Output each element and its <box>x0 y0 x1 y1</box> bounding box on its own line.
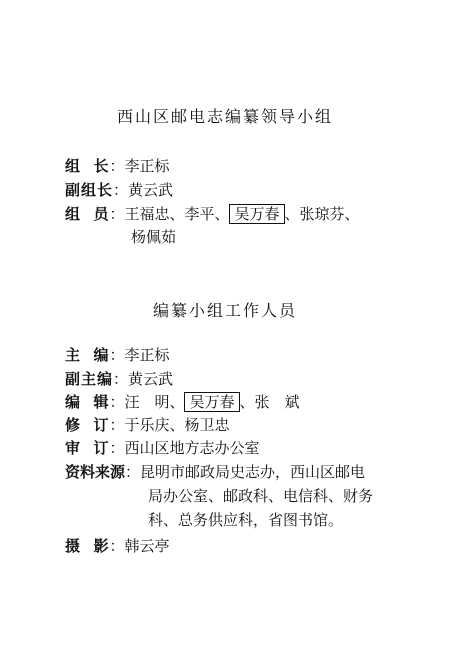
colon: ： <box>109 439 125 457</box>
row-group-members-continued: 杨佩茹 <box>131 228 177 246</box>
row-deputy-group-leader <box>65 179 173 201</box>
value-group-members-pre: 王福忠、李平、 <box>124 205 230 223</box>
value-editors-pre: 汪 明、 <box>124 393 185 411</box>
label-group-leader: 组 长 <box>65 157 110 175</box>
value-sources-line1: 昆明市邮政局史志办，西山区邮电 <box>140 463 366 481</box>
label-photography: 摄 影 <box>65 537 110 555</box>
value-review: 西山区地方志办公室 <box>124 439 260 457</box>
boxed-name-members: 吴万春 <box>229 204 284 224</box>
colon: ： <box>113 370 129 388</box>
label-chief-editor: 主 编 <box>65 346 110 364</box>
colon: ： <box>109 346 125 364</box>
colon: ： <box>109 416 125 434</box>
colon: ： <box>109 537 125 555</box>
row-group-leader <box>65 155 169 177</box>
row-photography <box>65 535 169 557</box>
label-deputy-chief-editor: 副主编 <box>65 370 114 388</box>
value-photography: 韩云亭 <box>124 537 170 555</box>
row-group-members <box>65 203 360 225</box>
label-review: 审 订 <box>65 439 110 457</box>
value-sources-line2: 局办公室、邮政科、电信科、财务 <box>148 487 374 505</box>
row-editors <box>65 391 300 413</box>
label-sources: 资料来源 <box>65 463 126 481</box>
label-editors: 编 辑 <box>65 393 110 411</box>
value-sources-line3: 科、总务供应科，省图书馆。 <box>148 511 344 529</box>
label-revision: 修 订 <box>65 416 110 434</box>
value-deputy-chief-editor: 黄云武 <box>128 370 174 388</box>
colon: ： <box>109 393 125 411</box>
value-deputy-group-leader: 黄云武 <box>128 181 174 199</box>
section-title-editorial-staff: 编纂小组工作人员 <box>152 301 297 320</box>
colon: ： <box>113 181 129 199</box>
colon: ： <box>109 205 125 223</box>
row-deputy-chief-editor <box>65 368 173 390</box>
value-group-leader: 李正标 <box>124 157 170 175</box>
row-revision <box>65 414 229 436</box>
label-group-members: 组 员 <box>65 205 110 223</box>
row-review <box>65 437 259 459</box>
value-revision: 于乐庆、杨卫忠 <box>124 416 230 434</box>
colon: ： <box>109 157 125 175</box>
value-editors-post: 、张 斌 <box>239 393 300 411</box>
value-chief-editor: 李正标 <box>124 346 170 364</box>
colon: ： <box>125 463 141 481</box>
value-group-members-post: 、张琼芬、 <box>284 205 360 223</box>
row-sources <box>65 461 365 483</box>
label-deputy-group-leader: 副组长 <box>65 181 114 199</box>
section-title-leadership-group: 西山区邮电志编纂领导小组 <box>116 107 333 126</box>
boxed-name-editors: 吴万春 <box>184 392 239 412</box>
row-chief-editor <box>65 344 169 366</box>
